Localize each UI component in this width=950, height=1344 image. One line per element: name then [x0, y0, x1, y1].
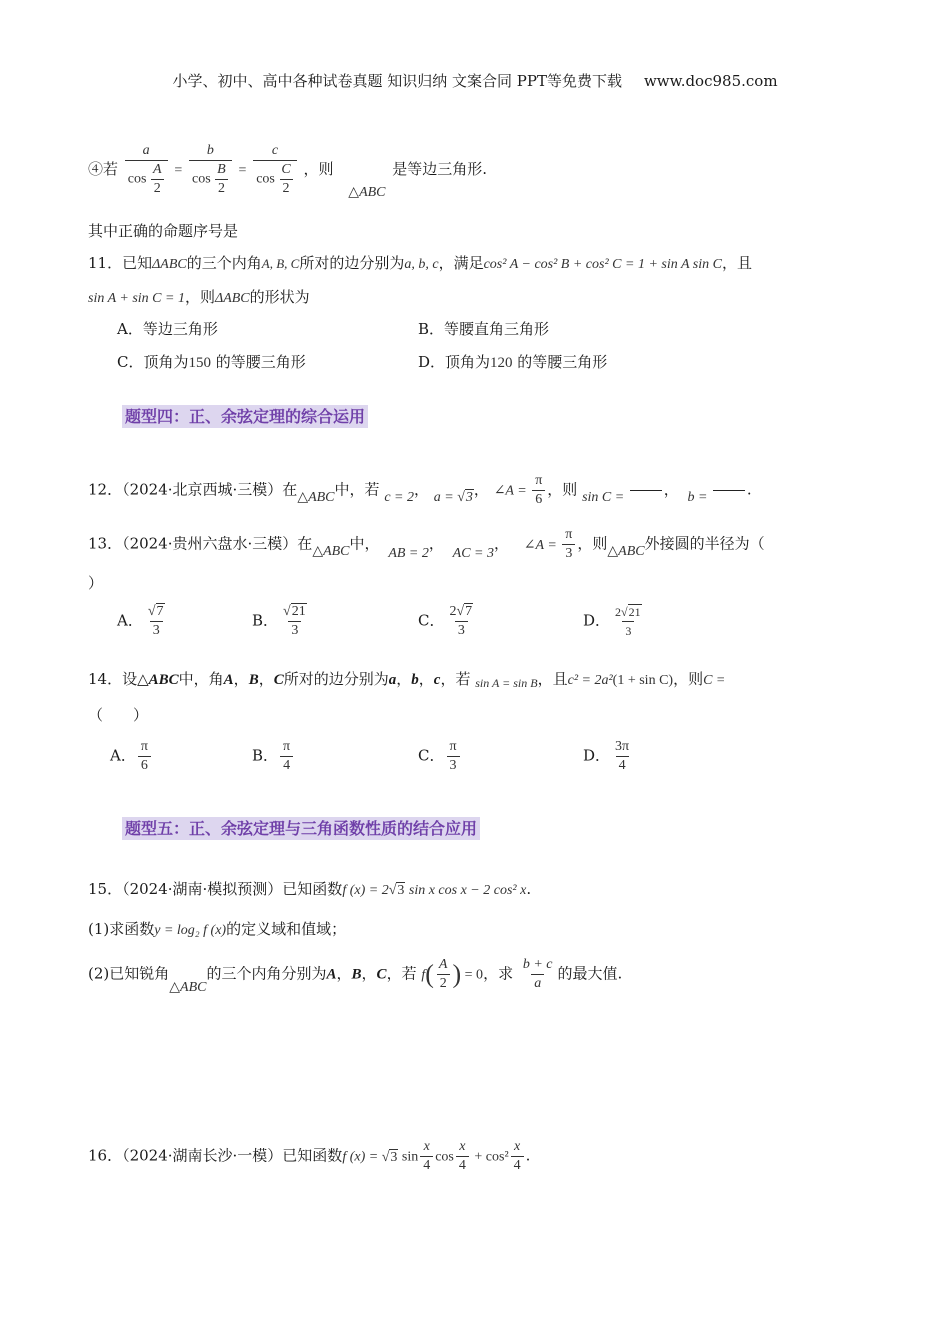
q14-option-c[interactable]: C． $\frac{\pi}{3}$ — [418, 738, 462, 775]
question-11-line2: sin A + sin C = 1，则ΔABC的形状为 — [88, 288, 310, 306]
frac-c-cosC2: c cos $\frac{C}{2}$ — [253, 142, 297, 198]
item4-triangle: △ABC — [348, 185, 386, 200]
q11-option-c[interactable]: C．顶角为150 的等腰三角形 — [117, 353, 306, 371]
question-15-part2: (2)已知锐角△ABC的三个内角分别为A，B，C，若 f( $\frac{A}{2}$ ) = 0，求 $\frac{b + c}{a}$ 的最大值. — [88, 957, 623, 995]
q14-paren: （ ） — [88, 706, 149, 724]
page-header — [0, 70, 950, 91]
section-5-title: 题型五：正、余弦定理与三角函数性质的结合应用 — [122, 816, 480, 839]
question-14: 14．设△ABC中，角A，B，C所对的边分别为a，b，c，若 $_{sin A = sin B}$，且c² = 2a²(1 + sin C)，则C = — [88, 670, 726, 690]
question-16: 16．（2024·湖南长沙·一模）已知函数f (x) = √3 sin $\frac{x}{4}$ cos $\frac{x}{4}$ + cos² $\frac{x}{4}$ . — [88, 1139, 531, 1173]
blank-sinC[interactable] — [630, 490, 662, 491]
q14-option-b[interactable]: B． $\frac{\pi}{4}$ — [252, 738, 295, 775]
question-13: 13．（2024·贵州六盘水·三模）在△ABC中， AB = 2， AC = 3， ∠A = $\frac{\pi}{3}$ ，则△ABC外接圆的半径为（ — [88, 527, 765, 561]
q13-option-d[interactable]: D． $\frac{2√21}{3}$ — [583, 605, 641, 638]
q11-equation: cos² A − cos² B + cos² C = 1 + sin A sin C — [483, 257, 722, 272]
q11-option-a[interactable]: A．等边三角形 — [117, 320, 218, 338]
q13-option-b[interactable]: B． $\frac{√21}{3}$ — [252, 604, 306, 638]
q11-option-b[interactable]: B．等腰直角三角形 — [418, 320, 550, 338]
question-12: 12．（2024·北京西城·三模）在△ABC中，若 c = 2， a = √3， ∠A = $\frac{\pi}{6}$ ，则 sin C = ， b = . — [88, 473, 752, 507]
question-15: 15．（2024·湖南·模拟预测）已知函数f (x) = 2√3 sin x cos x − 2 cos² x. — [88, 880, 532, 898]
header-url[interactable]: www.doc985.com — [643, 72, 778, 90]
blank-b[interactable] — [713, 490, 745, 491]
q14-option-a[interactable]: A． $\frac{\pi}{6}$ — [110, 738, 153, 775]
frac-b-cosB2: b cos $\frac{B}{2}$ — [189, 142, 232, 198]
header-text: 小学、初中、高中各种试卷真题 知识归纳 文案合同 PPT等免费下载 — [172, 72, 622, 90]
q13-option-a[interactable]: A． $\frac{√7}{3}$ — [117, 604, 164, 638]
question-15-part1: (1)求函数y = log₂ f (x)的定义域和值域； — [88, 920, 347, 938]
q13-close-paren: ） — [88, 574, 104, 592]
q13-option-c[interactable]: C． $\frac{2√7}{3}$ — [418, 604, 473, 638]
q11-option-d[interactable]: D．顶角为120 的等腰三角形 — [418, 353, 608, 371]
item4-prefix: ④若 — [88, 160, 119, 178]
frac-a-cosA2: a cos $\frac{A}{2}$ — [125, 142, 168, 198]
section-4-title: 题型四：正、余弦定理的综合运用 — [122, 404, 368, 427]
question-correct-prompt: 其中正确的命题序号是 — [88, 222, 239, 240]
question-11-line1: 11．已知ΔABC的三个内角A, B, C所对的边分别为a, b, c，满足cos² A − cos² B + cos² C = 1 + sin A sin C，且 — [88, 254, 752, 272]
item-4: ④若 a cos $\frac{A}{2}$ = b cos $\frac{B}{2}$ = c cos $\frac{C}{2}$ ，则 △ABC 是等边三角形. — [88, 143, 488, 200]
q14-option-d[interactable]: D． $\frac{3\pi}{4}$ — [583, 739, 630, 773]
